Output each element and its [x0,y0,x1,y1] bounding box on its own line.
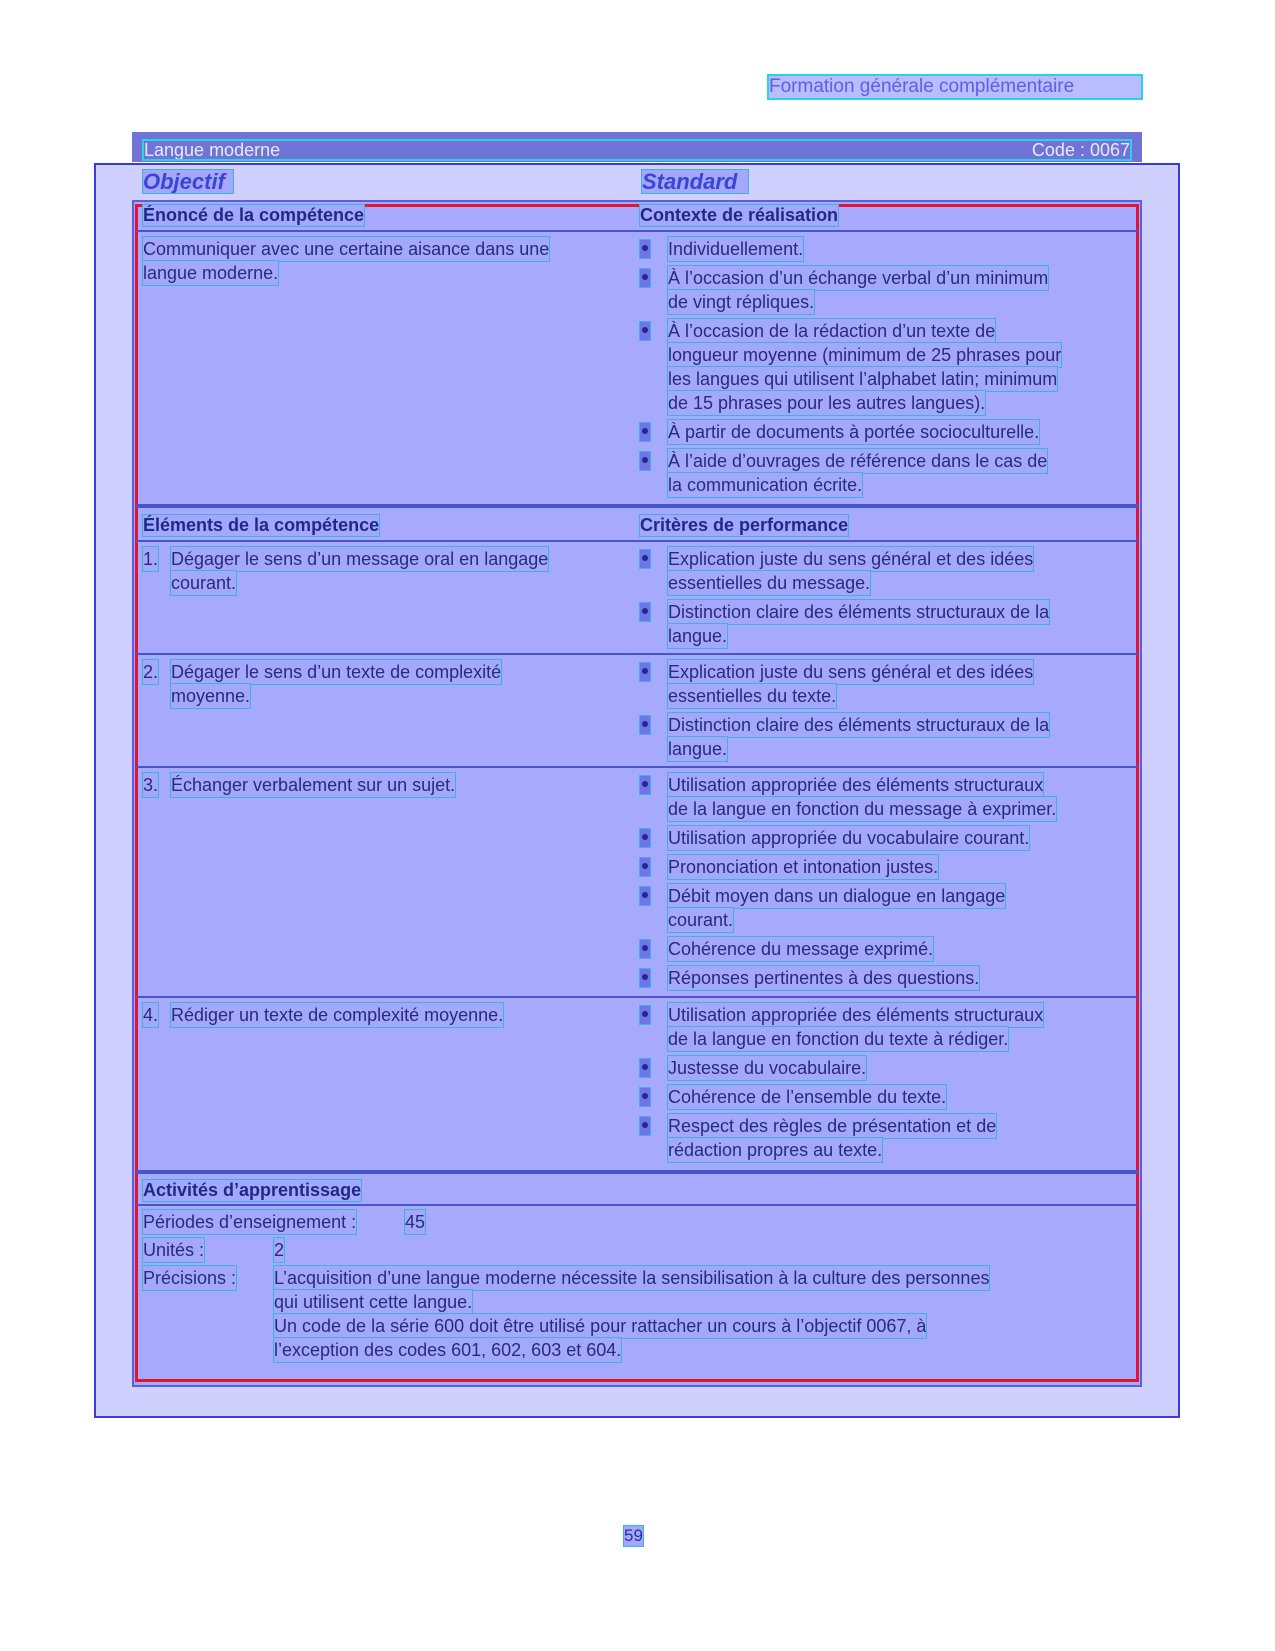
criteres-heading: Critères de performance [640,515,849,535]
table-rule [136,766,1138,768]
criterion-item: Cohérence du message exprimé. [668,939,934,959]
criterion-item: de la langue en fonction du message à exprimer. [668,799,1057,819]
course-name: Langue moderne [144,139,281,160]
criterion-item: Explication juste du sens général et des idées [668,662,1034,682]
criterion-item: Utilisation appropriée des éléments structuraux [668,775,1044,795]
page-number: 59 [624,1526,643,1545]
bullet-icon [640,858,650,876]
bullet-icon [640,269,650,287]
table-rule [136,504,1138,508]
criterion-item: Distinction claire des éléments structuraux de la [668,715,1050,735]
criterion-item: langue. [668,626,728,646]
element-text: Échanger verbalement sur un sujet. [171,775,456,795]
table-rule [136,1204,1138,1206]
bullet-icon [640,550,650,568]
bullet-icon [640,887,650,905]
course-code: Code : 0067 [1031,139,1130,160]
competence-statement: Communiquer avec une certaine aisance dans une [143,239,550,259]
bullet-icon [640,940,650,958]
bullet-icon [640,240,650,258]
bullet-icon [640,322,650,340]
title-bar [132,132,1142,162]
contexte-item: de 15 phrases pour les autres langues). [668,393,986,413]
element-number: 1. [143,549,159,569]
unites-value: 2 [274,1240,285,1260]
bullet-icon [640,1059,650,1077]
objectif-heading: Objectif [143,170,233,193]
contexte-heading: Contexte de réalisation [640,205,839,225]
competence-statement: langue moderne. [143,263,279,283]
criterion-item: Cohérence de l’ensemble du texte. [668,1087,947,1107]
bullet-icon [640,969,650,987]
criterion-item: Utilisation appropriée des éléments structuraux [668,1005,1044,1025]
criterion-item: Réponses pertinentes à des questions. [668,968,980,988]
criterion-item: rédaction propres au texte. [668,1140,883,1160]
element-number: 4. [143,1005,159,1025]
contexte-item: de vingt répliques. [668,292,815,312]
precisions-text: Un code de la série 600 doit être utilisé pour rattacher un cours à l’objectif 0067, à [274,1316,927,1336]
criterion-item: Prononciation et intonation justes. [668,857,939,877]
table-rule [136,230,1138,232]
competence-heading: Énoncé de la compétence [143,205,365,225]
element-text: Rédiger un texte de complexité moyenne. [171,1005,504,1025]
periodes-value: 45 [405,1212,426,1232]
bullet-icon [640,423,650,441]
contexte-item: À l’occasion d’un échange verbal d’un minimum [668,268,1049,288]
unites-label: Unités : [143,1240,205,1260]
bullet-icon [640,776,650,794]
element-text: courant. [171,573,237,593]
standard-heading: Standard [642,170,748,193]
criterion-item: Respect des règles de présentation et de [668,1116,997,1136]
elements-heading: Éléments de la compétence [143,515,380,535]
element-text: Dégager le sens d’un texte de complexité [171,662,502,682]
criterion-item: Justesse du vocabulaire. [668,1058,867,1078]
precisions-text: qui utilisent cette langue. [274,1292,473,1312]
contexte-item: les langues qui utilisent l’alphabet latin; minimum [668,369,1058,389]
bullet-icon [640,829,650,847]
criterion-item: Explication juste du sens général et des idées [668,549,1034,569]
criterion-item: de la langue en fonction du texte à rédiger. [668,1029,1009,1049]
element-number: 3. [143,775,159,795]
criterion-item: Débit moyen dans un dialogue en langage [668,886,1006,906]
criterion-item: essentielles du message. [668,573,871,593]
table-rule [136,1170,1138,1174]
bullet-icon [640,1117,650,1135]
criterion-item: courant. [668,910,734,930]
bullet-icon [640,663,650,681]
bullet-icon [640,1088,650,1106]
bullet-icon [640,603,650,621]
contexte-item: la communication écrite. [668,475,863,495]
criterion-item: Distinction claire des éléments structuraux de la [668,602,1050,622]
precisions-label: Précisions : [143,1268,237,1288]
activites-heading: Activités d’apprentissage [143,1180,362,1200]
bullet-icon [640,716,650,734]
contexte-item: À partir de documents à portée socioculturelle. [668,422,1040,442]
contexte-item: longueur moyenne (minimum de 25 phrases pour [668,345,1062,365]
criterion-item: essentielles du texte. [668,686,837,706]
element-text: moyenne. [171,686,251,706]
running-head: Formation générale complémentaire [769,76,1141,98]
element-text: Dégager le sens d’un message oral en langage [171,549,549,569]
contexte-item: Individuellement. [668,239,804,259]
periodes-label: Périodes d’enseignement : [143,1212,357,1232]
contexte-item: À l’aide d’ouvrages de référence dans le cas de [668,451,1048,471]
contexte-item: À l’occasion de la rédaction d’un texte de [668,321,996,341]
bullet-icon [640,1006,650,1024]
precisions-text: L’acquisition d’une langue moderne nécessite la sensibilisation à la culture des personnes [274,1268,990,1288]
criterion-item: Utilisation appropriée du vocabulaire courant. [668,828,1030,848]
table-rule [136,996,1138,998]
table-rule [136,653,1138,655]
criterion-item: langue. [668,739,728,759]
table-rule [136,540,1138,542]
bullet-icon [640,452,650,470]
element-number: 2. [143,662,159,682]
precisions-text: l’exception des codes 601, 602, 603 et 604. [274,1340,622,1360]
